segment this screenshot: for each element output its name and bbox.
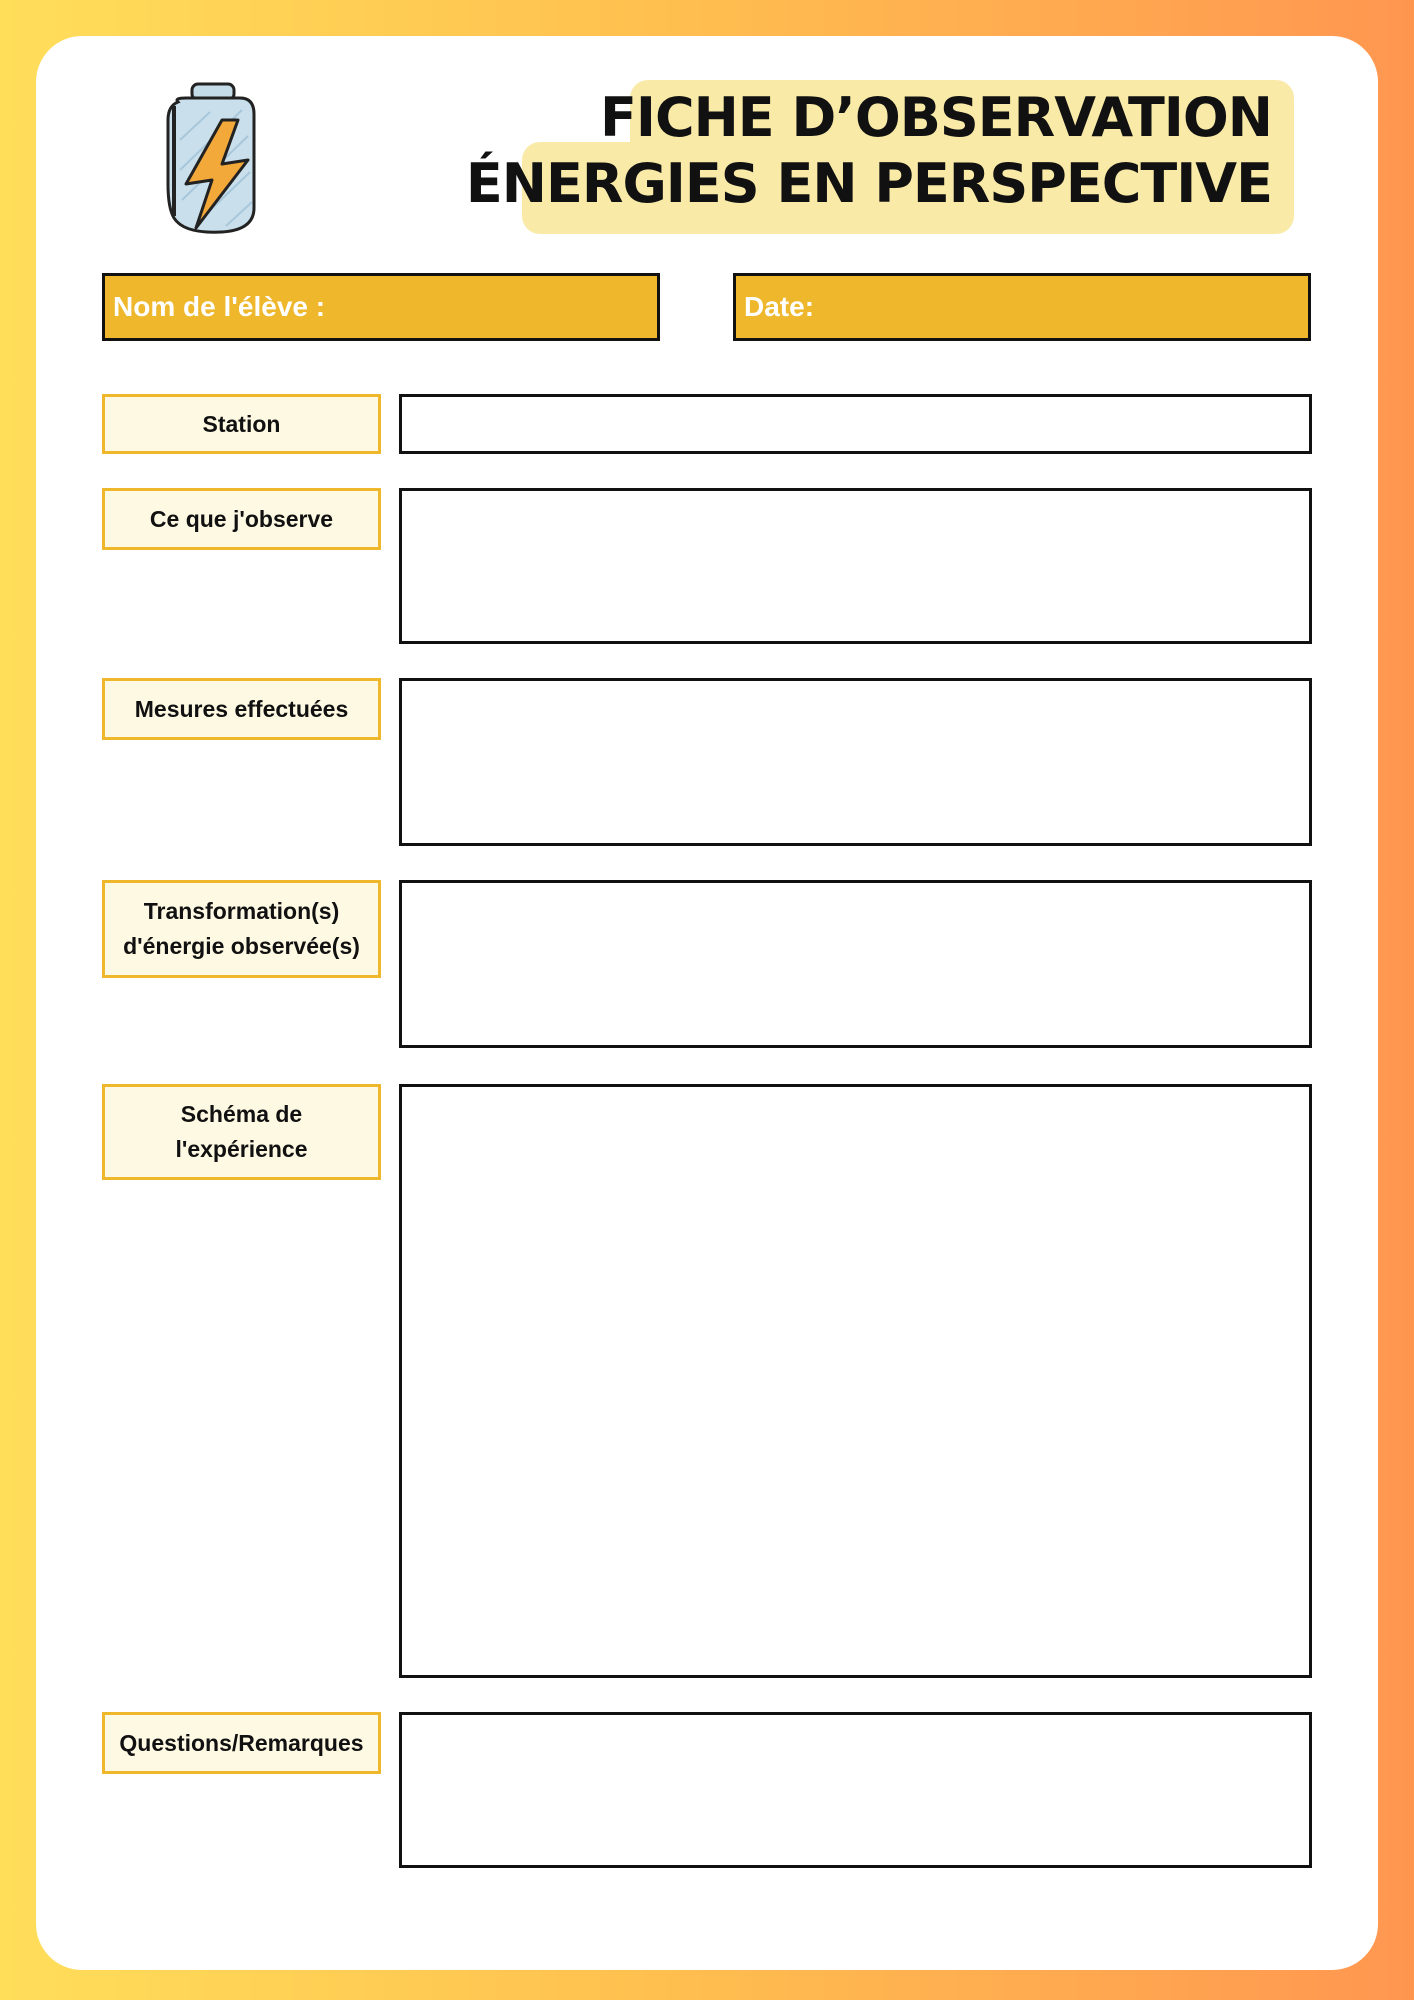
- questions-label: [102, 1712, 381, 1774]
- date-field[interactable]: [733, 273, 1311, 341]
- diagram-answer-box[interactable]: [399, 1084, 1312, 1678]
- diagram-label-line1: Schéma de: [180, 1101, 303, 1127]
- transformations-answer-box[interactable]: [399, 880, 1312, 1048]
- student-name-label: Nom de l'élève :: [113, 291, 326, 322]
- transformations-label-line2: d'énergie observée(s): [123, 933, 360, 959]
- page-title-line1: FICHE D’OBSERVATION: [599, 86, 1272, 149]
- observation-label-text: Ce que j'observe: [149, 505, 334, 532]
- observation-answer-box[interactable]: [399, 488, 1312, 644]
- observation-label: [102, 488, 381, 550]
- student-name-field[interactable]: [102, 273, 660, 341]
- diagram-label: [102, 1084, 381, 1180]
- station-answer-box[interactable]: [399, 394, 1312, 454]
- measurements-answer-box[interactable]: [399, 678, 1312, 846]
- measurements-label-text: Mesures effectuées: [134, 695, 349, 722]
- battery-lightning-icon: [130, 80, 280, 240]
- page-title-line2: ÉNERGIES EN PERSPECTIVE: [465, 152, 1272, 215]
- station-label: [102, 394, 381, 454]
- measurements-label: [102, 678, 381, 740]
- transformations-label-line1: Transformation(s): [143, 898, 340, 924]
- title-block: [465, 80, 1294, 234]
- questions-label-text: Questions/Remarques: [119, 1729, 364, 1756]
- transformations-label: [102, 880, 381, 978]
- diagram-label-line2: l'expérience: [175, 1136, 308, 1162]
- questions-answer-box[interactable]: [399, 1712, 1312, 1868]
- station-label-text: Station: [202, 410, 281, 437]
- date-label: Date:: [744, 291, 815, 322]
